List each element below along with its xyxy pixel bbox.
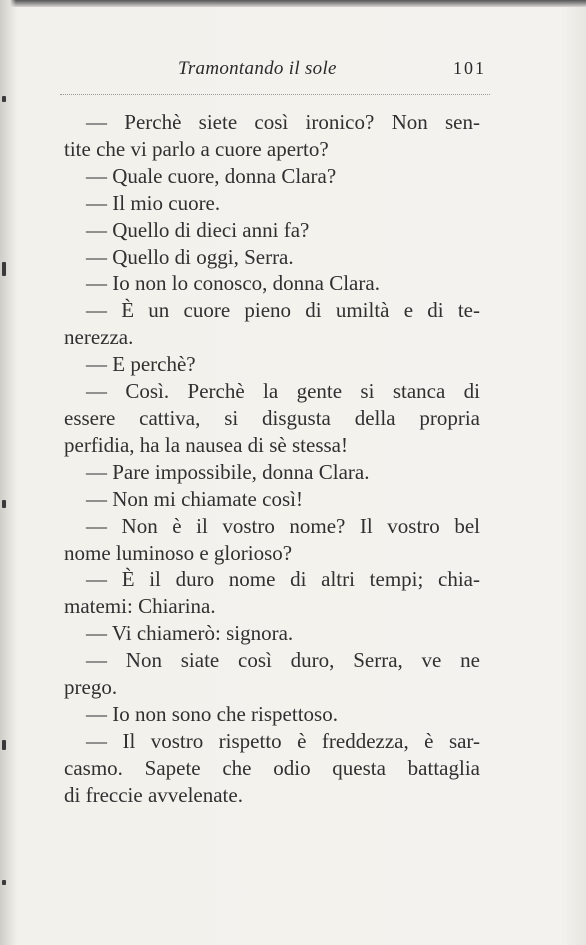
page-number: 101 — [453, 58, 486, 78]
text-line: — Il vostro rispetto è freddezza, è sar- — [86, 728, 480, 753]
text-line: — Perchè siete così ironico? Non sen- — [86, 110, 480, 134]
binding-mark — [2, 740, 6, 750]
binding-mark — [2, 262, 6, 276]
text-line: tite che vi parlo a cuore aperto? — [64, 136, 329, 161]
text-line: — Non è il vostro nome? Il vostro bel — [86, 513, 480, 538]
text-line: matemi: Chiarina. — [64, 594, 216, 619]
text-line: essere cattiva, si disgusta della propria — [64, 405, 480, 430]
text-line: nome luminoso e glorioso? — [64, 540, 293, 565]
text-line: — Così. Perchè la gente si stanca di — [86, 379, 480, 404]
text-line: — È il duro nome di altri tempi; chia- — [86, 567, 480, 592]
text-line: — Quale cuore, donna Clara? — [86, 163, 337, 188]
text-line: — Io non sono che rispettoso. — [86, 701, 338, 726]
text-line: — Non siate così duro, Serra, ve ne — [86, 648, 480, 673]
binding-mark — [2, 880, 6, 885]
running-head — [60, 58, 492, 84]
text-line: di freccie avvelenate. — [64, 782, 243, 807]
text-line: — E perchè? — [86, 352, 196, 377]
text-line: — Quello di dieci anni fa? — [86, 217, 310, 242]
text-line: — Il mio cuore. — [86, 190, 221, 215]
body-text — [64, 109, 480, 809]
page-top-edge — [0, 0, 586, 7]
header-rule — [60, 94, 490, 95]
binding-mark — [2, 500, 6, 508]
text-line: — Pare impossibile, donna Clara. — [86, 459, 370, 484]
text-line: casmo. Sapete che odio questa battaglia — [64, 755, 480, 780]
text-line: — Io non lo conosco, donna Clara. — [86, 271, 380, 296]
running-title: Tramontando il sole — [178, 58, 337, 79]
binding-mark — [2, 96, 6, 102]
text-line: nerezza. — [64, 325, 134, 350]
text-line: — Quello di oggi, Serra. — [86, 244, 294, 269]
text-line: — Vi chiamerò: signora. — [86, 621, 294, 646]
text-line: — È un cuore pieno di umiltà e di te- — [86, 298, 480, 323]
text-line: — Non mi chiamate così! — [86, 486, 303, 511]
text-line: prego. — [64, 675, 118, 700]
page-binding-edge — [0, 0, 16, 945]
text-line: perfidia, ha la nausea di sè stessa! — [64, 432, 348, 457]
